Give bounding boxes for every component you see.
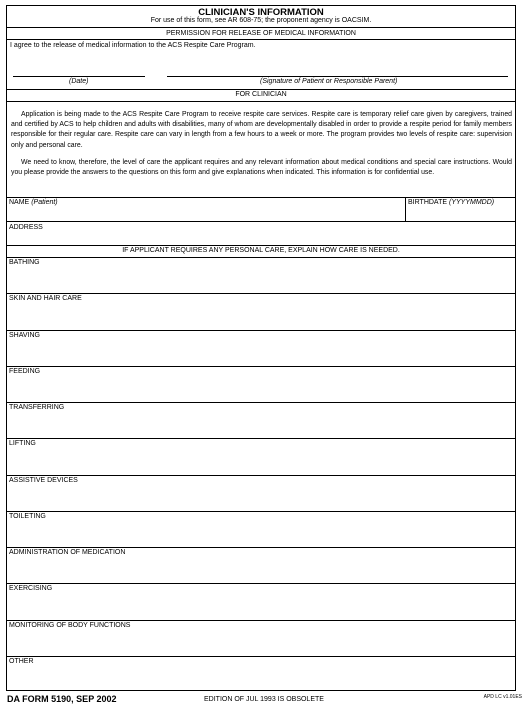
for-clinician-heading: FOR CLINICIAN <box>235 91 287 98</box>
divider <box>7 221 515 222</box>
divider <box>7 89 515 90</box>
name-qualifier: (Patient) <box>31 199 58 206</box>
signature-line[interactable] <box>167 76 508 77</box>
divider <box>7 511 515 512</box>
birthdate-field[interactable] <box>408 199 494 206</box>
care-item-field[interactable] <box>9 440 36 447</box>
care-item-label: SHAVING <box>9 331 40 339</box>
care-item-label: BATHING <box>9 259 40 266</box>
care-item-label: SKIN AND HAIR CARE <box>9 295 82 303</box>
divider <box>7 197 515 198</box>
divider <box>7 293 515 294</box>
version-label: APD LC v1.01ES <box>483 694 522 700</box>
divider <box>7 366 515 367</box>
divider <box>7 39 515 40</box>
name-label: NAME <box>9 199 30 206</box>
care-item-label: ASSISTIVE DEVICES <box>9 476 78 484</box>
date-line[interactable] <box>13 76 145 77</box>
care-item-field[interactable] <box>9 332 40 339</box>
care-item-field[interactable] <box>9 368 40 375</box>
care-item-label: TRANSFERRING <box>9 404 65 411</box>
care-item-field[interactable] <box>9 404 64 411</box>
divider <box>7 245 515 246</box>
care-item-field[interactable] <box>9 658 34 665</box>
care-item-label: TOILETING <box>9 512 46 520</box>
care-item-field[interactable] <box>9 622 130 629</box>
divider <box>7 656 515 657</box>
care-item-field[interactable] <box>9 513 46 520</box>
form-number: DA FORM 5190, SEP 2002 <box>7 694 117 704</box>
clinician-paragraph-1: Application is being made to the ACS Respite Care Program to receive respite care services. Respite care is temporary relief care given by caregivers, trained and certified by ACS to help children and adults with disabilities, many of whom are developmentally disabled in order to provide a respite period for family members responsible for their regular care. Respite care can vary in length from a few hours to a week or more. The program provides two levels of respite care: supervision only and personal care. <box>11 111 512 149</box>
clinician-paragraph-2: We need to know, therefore, the level of care the applicant requires and any relevant information about medical conditions and special care instructions. Would you please provide the answers to the questions on this form and give explanations when indicated. This information is for confidential use. <box>11 159 512 177</box>
care-item-label: ADMINISTRATION OF MEDICATION <box>9 549 126 556</box>
form-subtitle: For use of this form, see AR 608-75; the proponent agency is OACSIM. <box>150 17 372 24</box>
divider <box>7 257 515 258</box>
divider <box>7 330 515 331</box>
address-field[interactable] <box>9 224 43 231</box>
care-item-label: MONITORING OF BODY FUNCTIONS <box>9 621 131 629</box>
divider <box>7 620 515 621</box>
divider <box>405 197 406 221</box>
divider <box>7 547 515 548</box>
date-label: (Date) <box>69 78 89 85</box>
form-title: CLINICIAN'S INFORMATION <box>198 7 324 18</box>
divider <box>7 438 515 439</box>
name-field[interactable] <box>9 199 58 206</box>
divider <box>7 583 515 584</box>
divider <box>7 402 515 403</box>
permission-statement: I agree to the release of medical information to the ACS Respite Care Program. <box>10 42 256 49</box>
care-item-field[interactable] <box>9 477 78 484</box>
care-item-label: FEEDING <box>9 367 41 375</box>
address-label: ADDRESS <box>9 224 43 231</box>
permission-heading: PERMISSION FOR RELEASE OF MEDICAL INFORMATION <box>166 30 356 37</box>
divider <box>7 101 515 102</box>
care-item-field[interactable] <box>9 259 40 266</box>
personal-care-heading: IF APPLICANT REQUIRES ANY PERSONAL CARE, EXPLAIN HOW CARE IS NEEDED. <box>122 247 400 254</box>
care-item-field[interactable] <box>9 585 52 592</box>
care-item-field[interactable] <box>9 549 125 556</box>
edition-note: EDITION OF JUL 1993 IS OBSOLETE <box>204 696 324 703</box>
care-item-label: OTHER <box>9 657 34 665</box>
clinicians-information-form <box>6 5 516 691</box>
care-item-label: EXERCISING <box>9 585 53 593</box>
care-item-label: LIFTING <box>9 440 36 448</box>
care-item-field[interactable] <box>9 295 82 302</box>
divider <box>7 475 515 476</box>
birthdate-qualifier: (YYYYMMDD) <box>448 199 495 206</box>
divider <box>7 27 515 28</box>
birthdate-label: BIRTHDATE <box>408 199 448 206</box>
signature-label: (Signature of Patient or Responsible Parent) <box>260 78 398 85</box>
